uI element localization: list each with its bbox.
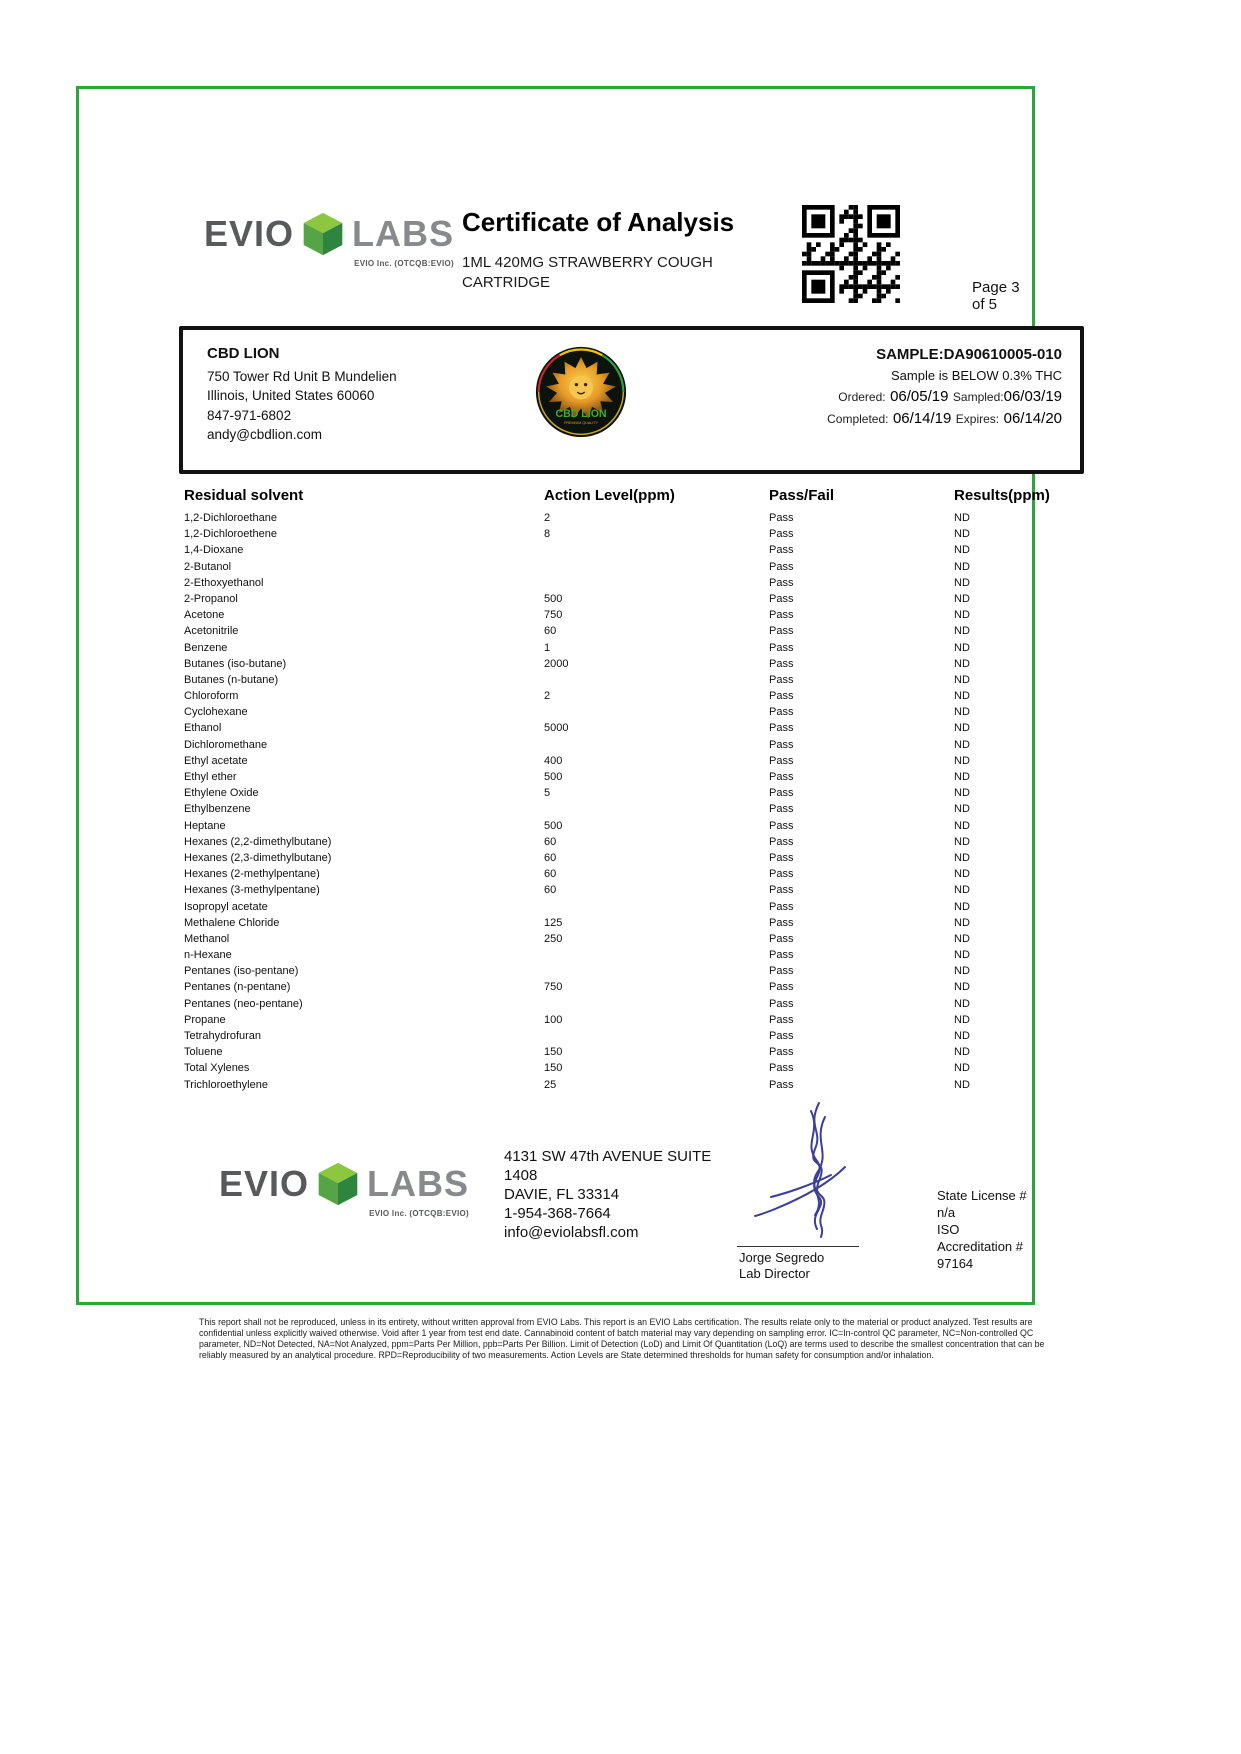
signature-scribble — [727, 1097, 887, 1247]
signer-name: Jorge Segredo — [739, 1250, 825, 1265]
pass-fail: Pass — [769, 1046, 794, 1059]
pass-fail: Pass — [769, 965, 794, 978]
completed-expires-line — [827, 408, 1062, 430]
pass-fail: Pass — [769, 949, 794, 962]
pass-fail: Pass — [769, 868, 794, 881]
completed-date: 06/14/19 — [892, 410, 952, 427]
client-sample-box — [179, 326, 1084, 474]
page-number: Page 3 of 5 — [972, 279, 1020, 313]
solvent-name: 1,2-Dichloroethane — [184, 512, 277, 524]
table-row — [184, 1078, 1066, 1094]
action-level: 8 — [544, 528, 551, 541]
solvent-name: Ethylbenzene — [184, 803, 251, 816]
table-row — [184, 1045, 1066, 1061]
solvent-name: Methalene Chloride — [184, 916, 280, 929]
solvent-name: 1,2-Dichloroethene — [184, 528, 277, 541]
action-level — [544, 576, 769, 592]
result: ND — [954, 738, 970, 751]
svg-text:PREMIUM QUALITY: PREMIUM QUALITY — [563, 421, 599, 426]
iso-number: 97164 — [937, 1256, 974, 1271]
solvent-name: Hexanes (2,2-dimethylbutane) — [184, 835, 332, 848]
solvent-name: Ethanol — [184, 722, 222, 735]
pass-fail: Pass — [769, 544, 794, 557]
pass-fail: Pass — [769, 592, 794, 605]
action-level: 500 — [544, 771, 563, 783]
action-level: 60 — [544, 835, 557, 848]
sample-id — [827, 344, 1062, 365]
result: ND — [954, 673, 970, 686]
pass-fail: Pass — [769, 997, 794, 1010]
solvent-name: Ethylene Oxide — [184, 787, 259, 800]
action-level: 150 — [544, 1062, 563, 1075]
result: ND — [954, 690, 970, 703]
solvent-name: Methanol — [184, 932, 230, 945]
product-line-1: 1ML 420MG STRAWBERRY COUGH — [462, 254, 713, 271]
action-level: 125 — [544, 916, 563, 929]
action-level: 500 — [544, 592, 563, 605]
action-level: 60 — [544, 851, 557, 864]
expires-label: Expires: — [955, 412, 1000, 426]
col-header-residual-solvent: Residual solvent — [184, 487, 304, 504]
solvent-name: Isopropyl acetate — [184, 900, 268, 913]
result: ND — [954, 576, 970, 589]
table-row — [184, 786, 1066, 802]
pass-fail: Pass — [769, 1078, 794, 1091]
ordered-label: Ordered: — [838, 390, 886, 404]
pass-fail: Pass — [769, 528, 794, 541]
table-row — [184, 851, 1066, 867]
table-row — [184, 883, 1066, 899]
col-header-action-level: Action Level(ppm) — [544, 487, 675, 504]
table-row — [184, 997, 1066, 1013]
table-row — [184, 560, 1066, 576]
result: ND — [954, 592, 970, 605]
action-level: 60 — [544, 868, 557, 881]
result: ND — [954, 771, 970, 783]
table-row — [184, 592, 1066, 608]
action-level: 150 — [544, 1046, 563, 1059]
result: ND — [954, 609, 970, 622]
action-level: 5 — [544, 787, 551, 800]
evio-tagline: EVIO Inc. (OTCQB:EVIO) — [354, 259, 455, 268]
pass-fail: Pass — [769, 657, 794, 670]
action-level: 5000 — [544, 722, 569, 735]
thc-note: Sample is BELOW 0.3% THC — [891, 368, 1062, 383]
table-row — [184, 980, 1066, 996]
pass-fail: Pass — [769, 1013, 794, 1026]
solvent-name: Ethyl acetate — [184, 754, 248, 767]
pass-fail: Pass — [769, 690, 794, 703]
action-level — [544, 948, 769, 964]
pass-fail: Pass — [769, 641, 794, 654]
lab-phone: 1-954-368-7664 — [504, 1205, 611, 1222]
client-name: CBD LION — [207, 345, 280, 362]
table-row — [184, 689, 1066, 705]
result: ND — [954, 560, 970, 573]
pass-fail: Pass — [769, 625, 794, 638]
table-row — [184, 608, 1066, 624]
solvent-name: Cyclohexane — [184, 706, 248, 719]
table-row — [184, 738, 1066, 754]
evio-labs-logo-footer — [219, 1161, 469, 1218]
table-row — [184, 576, 1066, 592]
solvent-name: Toluene — [184, 1046, 223, 1059]
sample-info — [827, 344, 1062, 430]
solvent-name: 2-Propanol — [184, 592, 238, 605]
solvent-name: Pentanes (n-pentane) — [184, 981, 291, 994]
table-row — [184, 1029, 1066, 1045]
solvent-name: Heptane — [184, 819, 226, 832]
solvent-name: Pentanes (neo-pentane) — [184, 997, 303, 1010]
table-row — [184, 916, 1066, 932]
signature-line — [737, 1246, 859, 1247]
table-row — [184, 802, 1066, 818]
action-level — [544, 738, 769, 754]
action-level — [544, 997, 769, 1013]
pass-fail: Pass — [769, 916, 794, 929]
expires-date: 06/14/20 — [1003, 410, 1062, 427]
page-title: Certificate of Analysis — [462, 207, 735, 237]
table-row — [184, 1061, 1066, 1077]
evio-tagline: EVIO Inc. (OTCQB:EVIO) — [369, 1209, 470, 1218]
table-row — [184, 673, 1066, 689]
table-row — [184, 819, 1066, 835]
action-level: 100 — [544, 1013, 563, 1026]
pass-fail: Pass — [769, 981, 794, 994]
pass-fail: Pass — [769, 512, 794, 524]
solvent-name: Acetone — [184, 609, 225, 622]
action-level: 2000 — [544, 657, 569, 670]
result: ND — [954, 544, 970, 557]
iso-accreditation: ISO Accreditation # — [937, 1222, 1023, 1254]
result: ND — [954, 512, 970, 524]
table-row — [184, 835, 1066, 851]
evio-wordmark: EVIO — [219, 1163, 310, 1204]
result: ND — [954, 868, 970, 881]
product-line-2: CARTRIDGE — [462, 274, 551, 291]
table-row — [184, 527, 1066, 543]
pass-fail: Pass — [769, 1030, 794, 1042]
action-level — [544, 673, 769, 689]
solvent-name: n-Hexane — [184, 949, 232, 962]
sample-id-label: SAMPLE: — [876, 346, 944, 363]
client-address-1: 750 Tower Rd Unit B Mundelien — [207, 368, 397, 384]
result: ND — [954, 1030, 970, 1042]
solvent-name: 1,4-Dioxane — [184, 544, 244, 557]
solvent-name: Ethyl ether — [184, 771, 237, 783]
table-row — [184, 705, 1066, 721]
result: ND — [954, 1062, 970, 1075]
table-row — [184, 932, 1066, 948]
action-level: 250 — [544, 932, 563, 945]
table-row — [184, 900, 1066, 916]
evio-cube-icon — [315, 1161, 361, 1207]
result: ND — [954, 900, 970, 913]
action-level: 25 — [544, 1078, 557, 1091]
client-phone: 847-971-6802 — [207, 407, 292, 423]
solvent-name: Chloroform — [184, 690, 239, 703]
result: ND — [954, 851, 970, 864]
solvent-name: Trichloroethylene — [184, 1078, 268, 1091]
action-level: 2 — [544, 512, 551, 524]
result: ND — [954, 1046, 970, 1059]
ordered-date: 06/05/19 — [890, 388, 949, 405]
action-level: 2 — [544, 690, 551, 703]
result: ND — [954, 884, 970, 897]
license-info — [937, 1187, 1032, 1272]
pass-fail: Pass — [769, 803, 794, 816]
result: ND — [954, 1078, 970, 1091]
labs-wordmark: LABS — [352, 213, 455, 254]
pass-fail: Pass — [769, 771, 794, 783]
action-level: 400 — [544, 754, 563, 767]
pass-fail: Pass — [769, 787, 794, 800]
pass-fail: Pass — [769, 706, 794, 719]
action-level: 60 — [544, 884, 557, 897]
solvent-name: Hexanes (2-methylpentane) — [184, 868, 320, 881]
result: ND — [954, 835, 970, 848]
table-row — [184, 770, 1066, 786]
result: ND — [954, 754, 970, 767]
pass-fail: Pass — [769, 819, 794, 832]
result: ND — [954, 625, 970, 638]
sample-id-value: DA90610005-010 — [943, 346, 1062, 363]
lab-address — [504, 1147, 734, 1242]
evio-labs-logo-header — [204, 211, 454, 268]
result: ND — [954, 997, 970, 1010]
col-header-pass-fail: Pass/Fail — [769, 487, 835, 504]
result: ND — [954, 949, 970, 962]
result: ND — [954, 916, 970, 929]
signer-block — [739, 1250, 824, 1282]
evio-cube-icon — [300, 211, 346, 257]
qr-code — [802, 205, 900, 303]
result: ND — [954, 981, 970, 994]
disclaimer-text: This report shall not be reproduced, unless in its entirety, without written approval from EVIO Labs. This report is an EVIO Labs certification. The results relate only to the material or product analyzed. Test results are confidential unless explicitly waived otherwise. Void after 1 year from test end date. Cannabinoid content of batch material may vary depending on sampling error. IC=In-control QC parameter, NC=Non-controlled QC parameter, ND=Not Detected, NA=Not Analyzed, ppm=Parts Per Million, ppb=Parts Per Billion. Limit of Detection (LoD) and Limit Of Quantitation (LoQ) are terms used to describe the smallest concentration that can be reliably measured by an analytical procedure. RPD=Reproducibility of two measurements. Action Levels are State determined thresholds for human safety for consumption and/or inhalation. — [199, 1317, 1045, 1360]
state-license: State License # n/a — [937, 1188, 1027, 1220]
action-level: 500 — [544, 819, 563, 832]
result: ND — [954, 819, 970, 832]
table-row — [184, 721, 1066, 737]
result: ND — [954, 803, 970, 816]
table-row — [184, 641, 1066, 657]
table-row — [184, 624, 1066, 640]
result: ND — [954, 965, 970, 978]
pass-fail: Pass — [769, 738, 794, 751]
labs-wordmark: LABS — [367, 1163, 470, 1204]
action-level: 750 — [544, 609, 563, 622]
client-address-2: Illinois, United States 60060 — [207, 388, 375, 403]
completed-label: Completed: — [827, 412, 889, 426]
action-level — [544, 1029, 769, 1045]
pass-fail: Pass — [769, 932, 794, 945]
table-header-row — [184, 487, 1066, 504]
solvent-name: Butanes (n-butane) — [184, 673, 279, 686]
table-row — [184, 657, 1066, 673]
pass-fail: Pass — [769, 560, 794, 573]
pass-fail: Pass — [769, 609, 794, 622]
table-row — [184, 964, 1066, 980]
solvent-name: 2-Butanol — [184, 560, 232, 573]
result: ND — [954, 932, 970, 945]
action-level: 1 — [544, 641, 551, 654]
action-level — [544, 900, 769, 916]
table-row — [184, 948, 1066, 964]
cbd-lion-logo — [535, 346, 627, 438]
solvent-name: Tetrahydrofuran — [184, 1030, 262, 1042]
table-row — [184, 543, 1066, 559]
result: ND — [954, 787, 970, 800]
action-level: 750 — [544, 981, 563, 994]
result: ND — [954, 1013, 970, 1026]
client-info — [207, 344, 397, 445]
solvent-name: Hexanes (2,3-dimethylbutane) — [184, 851, 332, 864]
result: ND — [954, 657, 970, 670]
evio-wordmark: EVIO — [204, 213, 295, 254]
client-email: andy@cbdlion.com — [207, 427, 323, 442]
pass-fail: Pass — [769, 851, 794, 864]
action-level — [544, 705, 769, 721]
lab-address-line-2: 1408 — [504, 1167, 538, 1184]
solvent-name: Acetonitrile — [184, 625, 239, 638]
solvent-table-body — [184, 511, 1066, 1094]
pass-fail: Pass — [769, 576, 794, 589]
signer-title: Lab Director — [739, 1266, 810, 1281]
action-level — [544, 560, 769, 576]
pass-fail: Pass — [769, 673, 794, 686]
svg-text:CBD LION: CBD LION — [555, 407, 607, 420]
ordered-sampled-line — [827, 386, 1062, 408]
lab-address-line-3: DAVIE, FL 33314 — [504, 1186, 620, 1203]
result: ND — [954, 641, 970, 654]
lab-email: info@eviolabsfl.com — [504, 1224, 639, 1241]
sampled-label: Sampled: — [952, 390, 1004, 404]
solvent-name: 2-Ethoxyethanol — [184, 576, 264, 589]
green-border-frame — [76, 86, 1062, 1360]
col-header-results: Results(ppm) — [954, 487, 1050, 504]
solvent-name: Hexanes (3-methylpentane) — [184, 884, 320, 897]
action-level: 60 — [544, 625, 557, 638]
result: ND — [954, 528, 970, 541]
pass-fail: Pass — [769, 722, 794, 735]
solvent-name: Benzene — [184, 641, 228, 654]
solvent-name: Pentanes (iso-pentane) — [184, 965, 299, 978]
solvent-name: Propane — [184, 1013, 226, 1026]
solvent-name: Total Xylenes — [184, 1062, 250, 1075]
pass-fail: Pass — [769, 835, 794, 848]
sampled-date: 06/03/19 — [1003, 388, 1062, 405]
lab-address-line-1: 4131 SW 47th AVENUE SUITE — [504, 1148, 712, 1165]
action-level — [544, 543, 769, 559]
pass-fail: Pass — [769, 1062, 794, 1075]
table-row — [184, 867, 1066, 883]
action-level — [544, 802, 769, 818]
result: ND — [954, 706, 970, 719]
table-row — [184, 511, 1066, 527]
pass-fail: Pass — [769, 754, 794, 767]
pass-fail: Pass — [769, 884, 794, 897]
table-row — [184, 754, 1066, 770]
solvent-name: Dichloromethane — [184, 738, 268, 751]
table-row — [184, 1013, 1066, 1029]
product-name — [462, 253, 762, 293]
pass-fail: Pass — [769, 900, 794, 913]
solvent-name: Butanes (iso-butane) — [184, 657, 287, 670]
action-level — [544, 964, 769, 980]
result: ND — [954, 722, 970, 735]
